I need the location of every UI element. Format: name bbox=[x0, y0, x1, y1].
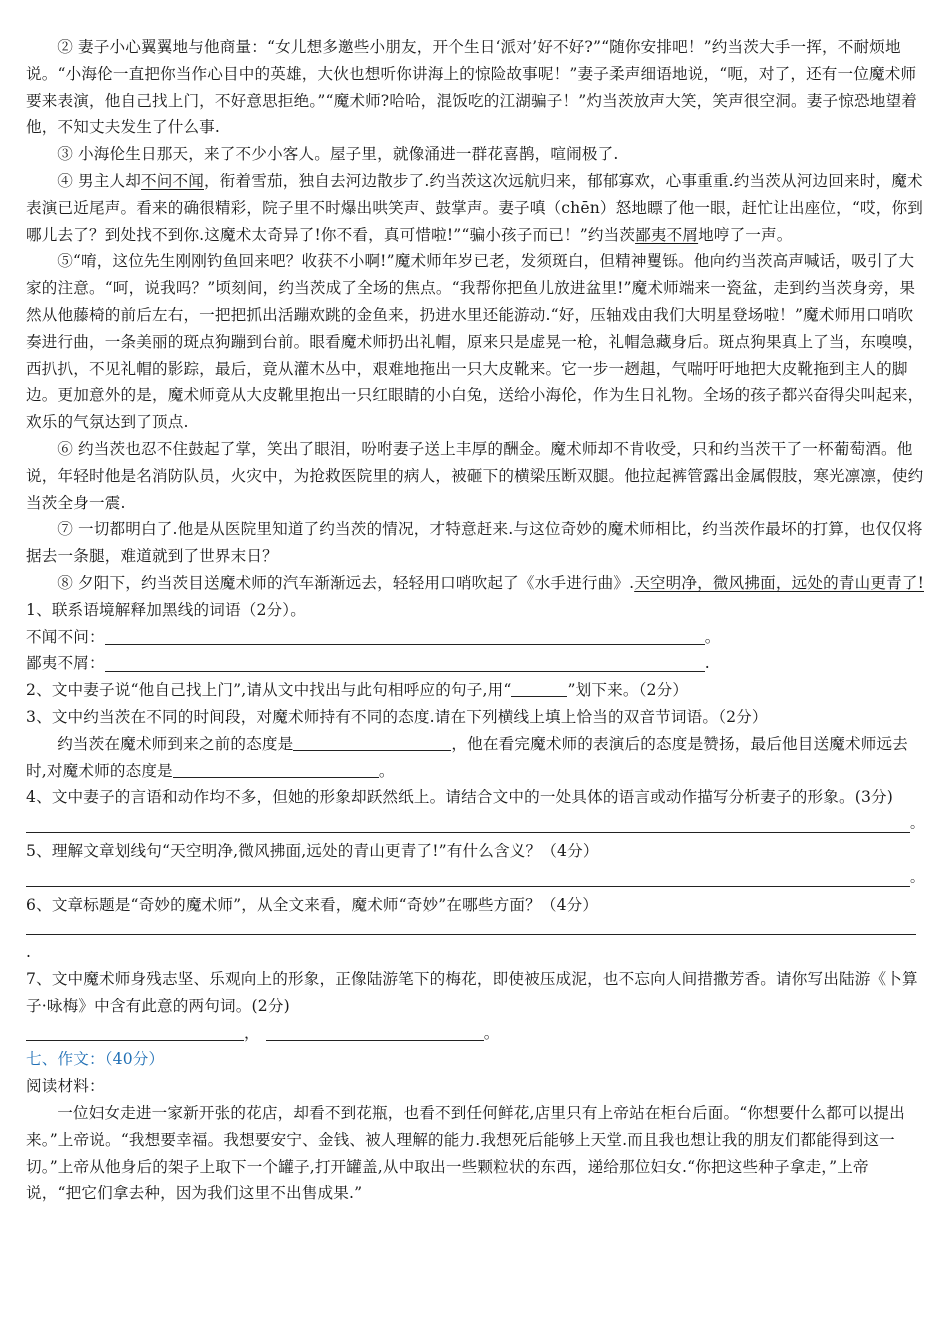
essay-material: 一位妇女走进一家新开张的花店，却看不到花瓶，也看不到任何鲜花,店里只有上帝站在柜台后面。“你想要什么都可以提出来。”上帝说。“我想要幸福。我想要安宁、金钱、被人理解的能力.我想死后能够上天堂.而且我也想让我的朋友们都能得到这一切。”上帝从他身后的架子上取下一个罐子,打开罐盖,从中取出一些颗粒状的东西，递给那位妇女.“你把这些种子拿走，”上帝说，“把它们拿去种，因为我们这里不出售成果.” bbox=[26, 1104, 905, 1203]
question-7: 7、文中魔术师身残志坚、乐观向上的形象，正像陆游笔下的梅花，即使被压成泥，也不忘向人间措撒芳香。请你写出陆游《卜算子·咏梅》中含有此意的两句词。(2分) bbox=[26, 970, 918, 1015]
q3-text-a: 约当茨在魔术师到来之前的态度是 bbox=[57, 734, 294, 753]
q3-text-c: 。 bbox=[378, 761, 395, 780]
story-paragraph-7: ⑦ 一切都明白了.他是从医院里知道了约当茨的情况，才特意赶来.与这位奇妙的魔术师相比，约当茨作最坏的打算，也仅仅将据去一条腿，难道就到了世界末日？ bbox=[26, 520, 923, 566]
p4-text-c: 地哼了一声。 bbox=[698, 225, 793, 244]
essay-section-title: 七、作文：（40分） bbox=[26, 1050, 165, 1069]
q4-answer-row bbox=[26, 811, 924, 838]
q2-text-b: ”划下来。（2分） bbox=[567, 681, 689, 700]
q3-blank-1[interactable] bbox=[293, 734, 451, 751]
q3-fill-sentence bbox=[26, 731, 924, 785]
q6-answer-line[interactable] bbox=[26, 918, 916, 935]
q5-end: 。 bbox=[910, 869, 925, 886]
story-paragraph-2: ② 妻子小心翼翼地与他商量：“女儿想多邀些小朋友，开个生日‘派对’好不好?”“随你安排吧！”约当茨大手一挥，不耐烦地说。“小海伦一直把你当作心目中的英雄，大伙也想听你讲海上的惊险故事呢！”妻子柔声细语地说，“呃，对了，还有一位魔术师要来表演，他自己找上门，不好意思拒绝。”“魔术师?哈哈，混饭吃的江湖骗子！”灼当茨放声大笑，笑声很空洞。妻子惊恐地望着他，不知丈夫发生了什么事. bbox=[26, 38, 917, 137]
story-paragraph-4 bbox=[26, 168, 924, 248]
p4-text-b: ，衔着雪茄，独自去河边散步了.约当茨这次远航归来，郁郁寡欢，心事重重.约当茨从河边回来时，魔术表演已近尾声。看来的确很精彩，院子里不时爆出哄笑声、鼓掌声。妻子嗔（chēn）怒地瞟了他一眼，赶忙让出座位，“哎，你到哪儿去了？到处找不到你.这魔术太奇异了!你不看，真可惜啦!”“骗小孩子而已！”约当茨 bbox=[26, 171, 923, 244]
q6-end: . bbox=[26, 943, 32, 962]
q1-answer-row-a bbox=[26, 624, 924, 651]
q1-label-b: 鄙夷不屑： bbox=[26, 654, 105, 673]
q7-answer-row bbox=[26, 1020, 924, 1047]
underlined-word-biyibuxie: 鄙夷不屑 bbox=[635, 225, 699, 244]
question-4: 4、文中妻子的言语和动作均不多，但她的形象却跃然纸上。请结合文中的一处具体的语言或动作描写分析妻子的形象。(3分) bbox=[26, 788, 894, 807]
question-6: 6、文章标题是“奇妙的魔术师”，从全文来看，魔术师“奇妙”在哪些方面？（4分） bbox=[26, 895, 599, 914]
underlined-sentence: 天空明净，微风拂面，远处的青山更青了! bbox=[634, 573, 924, 592]
q3-text-b: ，他在看完魔术师的表演后的态度是赞扬，最后他目送魔术师远去时,对魔术师的态度是 bbox=[26, 734, 908, 780]
exam-page bbox=[26, 34, 924, 1207]
q7-answer-line-1[interactable] bbox=[26, 1022, 244, 1041]
q4-end: 。 bbox=[910, 816, 925, 833]
story-paragraph-6: ⑥ 约当茨也忍不住鼓起了掌，笑出了眼泪，吩咐妻子送上丰厚的酬金。魔术师却不肯收受，只和约当茨干了一杯葡萄酒。他说，年轻时他是名消防队员，火灾中，为抢救医院里的病人，被砸下的横梁压断双腿。他拉起裤管露出金属假肢，寒光凛凛，使约当茨全身一震. bbox=[26, 439, 924, 512]
story-paragraph-5: ⑤“唷，这位先生刚刚钓鱼回来吧？收获不小啊!”魔术师年岁已老，发须斑白，但精神矍铄。他向约当茨高声喊话，吸引了大家的注意。“呵，说我吗？”顷刻间，约当茨成了全场的焦点。“我帮你把鱼儿放进盆里!”魔术师端来一瓷盆，走到约当茨身旁，果然从他藤椅的前后左右，一把把抓出活蹦欢跳的金鱼来，扔进水里还能游动.“好，压轴戏由我们大明星登场啦！”魔术师用口哨吹奏进行曲，一条美丽的斑点狗蹦到台前。眼看魔术师扔出礼帽，原来只是虚晃一枪，礼帽急藏身后。斑点狗果真上了当，东嗅嗅，西扒扒，不见礼帽的影踪，最后，竟从灌木丛中，艰难地拖出一只大皮靴来。它一步一趔趄，气喘吁吁地把大皮靴拖到主人的脚边。更加意外的是，魔术师竟从大皮靴里抱出一只红眼睛的小白兔，送给小海伦，作为生日礼物。全场的孩子都兴奋得尖叫起来，欢乐的气氛达到了顶点. bbox=[26, 252, 924, 432]
q1-answer-line-b[interactable] bbox=[105, 653, 705, 672]
q7-end: 。 bbox=[483, 1023, 500, 1042]
q4-answer-line[interactable] bbox=[26, 814, 910, 833]
q1-answer-line-a[interactable] bbox=[105, 626, 705, 645]
q3-blank-2[interactable] bbox=[173, 761, 379, 778]
p4-text-a: ④ 男主人却 bbox=[57, 171, 142, 190]
q1-end-a: 。 bbox=[704, 627, 721, 646]
story-paragraph-8 bbox=[26, 570, 924, 597]
q2-underline-sample bbox=[511, 680, 567, 697]
story-paragraph-3: ③ 小海伦生日那天，来了不少小客人。屋子里，就像涌进一群花喜鹊，喧闹极了. bbox=[57, 145, 619, 164]
q2-text-a: 2、文中妻子说“他自己找上门”,请从文中找出与此句相呼应的句子,用“ bbox=[26, 681, 512, 700]
q5-answer-row bbox=[26, 865, 924, 892]
q1-answer-row-b bbox=[26, 650, 924, 677]
essay-lead: 阅读材料： bbox=[26, 1077, 105, 1096]
q1-end-b: . bbox=[704, 654, 710, 673]
q7-comma: ， bbox=[244, 1023, 260, 1042]
q5-answer-line[interactable] bbox=[26, 868, 910, 887]
question-5: 5、理解文章划线句“天空明净,微风拂面,远处的青山更青了!”有什么含义？（4分） bbox=[26, 841, 599, 860]
question-3: 3、文中约当茨在不同的时间段，对魔术师持有不同的态度.请在下列横线上填上恰当的双音节词语。（2分） bbox=[26, 707, 768, 726]
underlined-word-buwenbuwen: 不问不闻 bbox=[141, 171, 204, 190]
question-2 bbox=[26, 677, 924, 704]
question-1: 1、联系语境解释加黑线的词语（2分）。 bbox=[26, 600, 306, 619]
q7-answer-line-2[interactable] bbox=[266, 1022, 484, 1041]
q1-label-a: 不闻不问： bbox=[26, 627, 105, 646]
p8-text: ⑧ 夕阳下，约当茨目送魔术师的汽车渐渐远去，轻轻用口哨吹起了《水手进行曲》. bbox=[57, 573, 635, 592]
